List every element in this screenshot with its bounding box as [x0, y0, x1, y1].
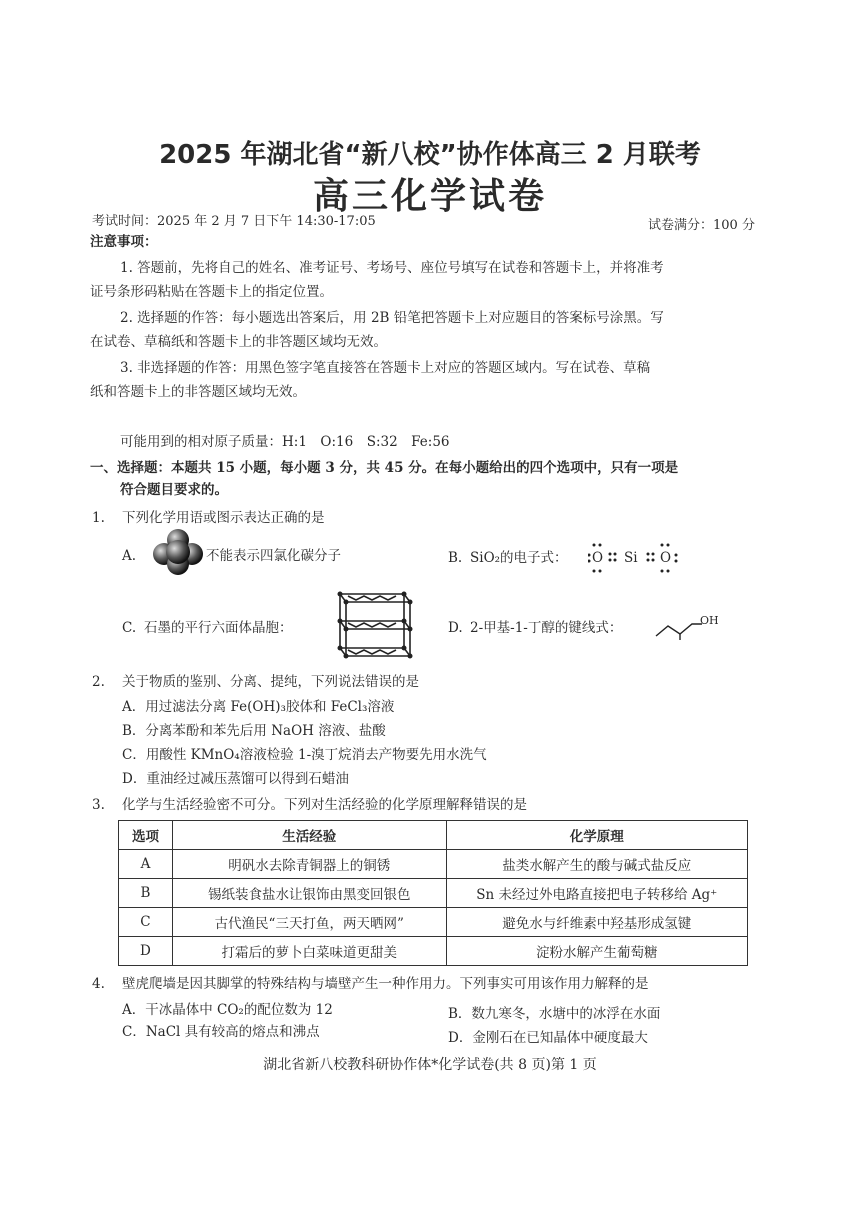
- q2-option-c: C．用酸性 KMnO₄溶液检验 1-溴丁烷消去产物要先用水洗气: [122, 747, 487, 763]
- table-header-experience: 生活经验: [172, 821, 446, 850]
- q3-number: 3.: [92, 797, 105, 813]
- q4-option-b: B．数九寒冬，水塘中的冰浮在水面: [448, 1006, 661, 1022]
- table-cell-option: B: [119, 879, 173, 908]
- full-score: 试卷满分：100 分: [648, 218, 755, 233]
- notice-item3-line1: 3. 非选择题的作答：用黑色签字笔直接答在答题卡上对应的答题区域内。写在试卷、草稿: [120, 360, 651, 376]
- q4-option-a: A．干冰晶体中 CO₂的配位数为 12: [122, 1002, 333, 1018]
- electron-formula-o2: O: [660, 550, 672, 566]
- table-header-row: [119, 821, 748, 850]
- page-footer: 湖北省新八校教科研协作体*化学试卷(共 8 页)第 1 页: [263, 1057, 597, 1073]
- table-cell-experience: 明矾水去除青铜器上的铜锈: [172, 850, 446, 879]
- q2-option-b: B．分离苯酚和苯先后用 NaOH 溶液、盐酸: [122, 723, 386, 739]
- notice-item3-line2: 纸和答题卡上的非答题区域均无效。: [90, 384, 306, 400]
- q4-number: 4.: [92, 976, 105, 992]
- table-cell-principle: Sn 未经过外电路直接把电子转移给 Ag⁺: [446, 879, 748, 908]
- exam-subtitle: 高三化学试卷: [312, 176, 547, 217]
- space-filling-model-icon: [150, 528, 206, 576]
- q4-option-d: D．金刚石在已知晶体中硬度最大: [448, 1030, 648, 1046]
- table-row: [119, 879, 748, 908]
- electron-formula-si: Si: [624, 550, 638, 566]
- notice-item1-line2: 证号条形码粘贴在答题卡上的指定位置。: [90, 284, 333, 300]
- table-cell-principle: 避免水与纤维素中羟基形成氢键: [446, 908, 748, 937]
- graphite-unit-cell-icon: [330, 586, 414, 666]
- table-row: [119, 850, 748, 879]
- q1-option-d-text: 2-甲基-1-丁醇的键线式：: [470, 620, 623, 636]
- q4-option-c: C．NaCl 具有较高的熔点和沸点: [122, 1024, 320, 1040]
- exam-time: 考试时间：2025 年 2 月 7 日下午 14:30-17:05: [92, 214, 376, 229]
- table-cell-experience: 打霜后的萝卜白菜味道更甜美: [172, 937, 446, 966]
- q2-option-a: A．用过滤法分离 Fe(OH)₃胶体和 FeCl₃溶液: [122, 699, 395, 715]
- electron-formula-o1: O: [592, 550, 604, 566]
- q2-stem: 关于物质的鉴别、分离、提纯，下列说法错误的是: [122, 674, 419, 690]
- notice-item2-line2: 在试卷、草稿纸和答题卡上的非答题区域均无效。: [90, 334, 387, 350]
- q1-option-d-label: D.: [448, 620, 463, 636]
- table-cell-experience: 锡纸装食盐水让银饰由黑变回银色: [172, 879, 446, 908]
- section1-line1: 一、选择题：本题共 15 小题，每小题 3 分，共 45 分。在每小题给出的四个选项中，只有一项是: [90, 460, 679, 476]
- q4-stem: 壁虎爬墙是因其脚掌的特殊结构与墙壁产生一种作用力。下列事实可用该作用力解释的是: [122, 976, 649, 992]
- table-header-option: 选项: [119, 821, 173, 850]
- table-cell-option: C: [119, 908, 173, 937]
- q1-option-c-text: 石墨的平行六面体晶胞：: [144, 620, 293, 636]
- table-row: [119, 937, 748, 966]
- q1-stem: 下列化学用语或图示表达正确的是: [122, 510, 325, 526]
- q2-number: 2.: [92, 674, 105, 690]
- q1-option-c-label: C.: [122, 620, 137, 636]
- table-cell-experience: 古代渔民“三天打鱼，两天晒网”: [172, 908, 446, 937]
- q3-table: [118, 820, 748, 966]
- table-cell-principle: 盐类水解产生的酸与碱式盐反应: [446, 850, 748, 879]
- table-cell-option: D: [119, 937, 173, 966]
- q1-option-a-text: 不能表示四氯化碳分子: [206, 548, 341, 564]
- q1-number: 1.: [92, 510, 105, 526]
- sio2-electron-formula: [588, 540, 678, 574]
- hydroxyl-label: OH: [700, 614, 719, 627]
- q1-option-b-text: SiO₂的电子式：: [470, 550, 568, 566]
- table-row: [119, 908, 748, 937]
- notice-item2-line1: 2. 选择题的作答：每小题选出答案后，用 2B 铅笔把答题卡上对应题目的答案标号涂黑。写: [120, 310, 664, 326]
- q3-stem: 化学与生活经验密不可分。下列对生活经验的化学原理解释错误的是: [122, 797, 527, 813]
- electron-dots-icon: [588, 540, 678, 574]
- q1-option-b-label: B.: [448, 550, 463, 566]
- section1-line2: 符合题目要求的。: [120, 482, 228, 498]
- atomic-masses: 可能用到的相对原子质量：H:1 O:16 S:32 Fe:56: [120, 434, 450, 450]
- q2-option-d: D．重油经过减压蒸馏可以得到石蜡油: [122, 771, 349, 787]
- table-cell-principle: 淀粉水解产生葡萄糖: [446, 937, 748, 966]
- exam-title: 2025 年湖北省“新八校”协作体高三 2 月联考: [159, 140, 701, 170]
- table-cell-option: A: [119, 850, 173, 879]
- table-header-principle: 化学原理: [446, 821, 748, 850]
- notice-heading: 注意事项：: [90, 234, 158, 250]
- q1-option-a-label: A.: [122, 548, 137, 564]
- notice-item1-line1: 1. 答题前，先将自己的姓名、准考证号、考场号、座位号填写在试卷和答题卡上，并将准考: [120, 260, 664, 276]
